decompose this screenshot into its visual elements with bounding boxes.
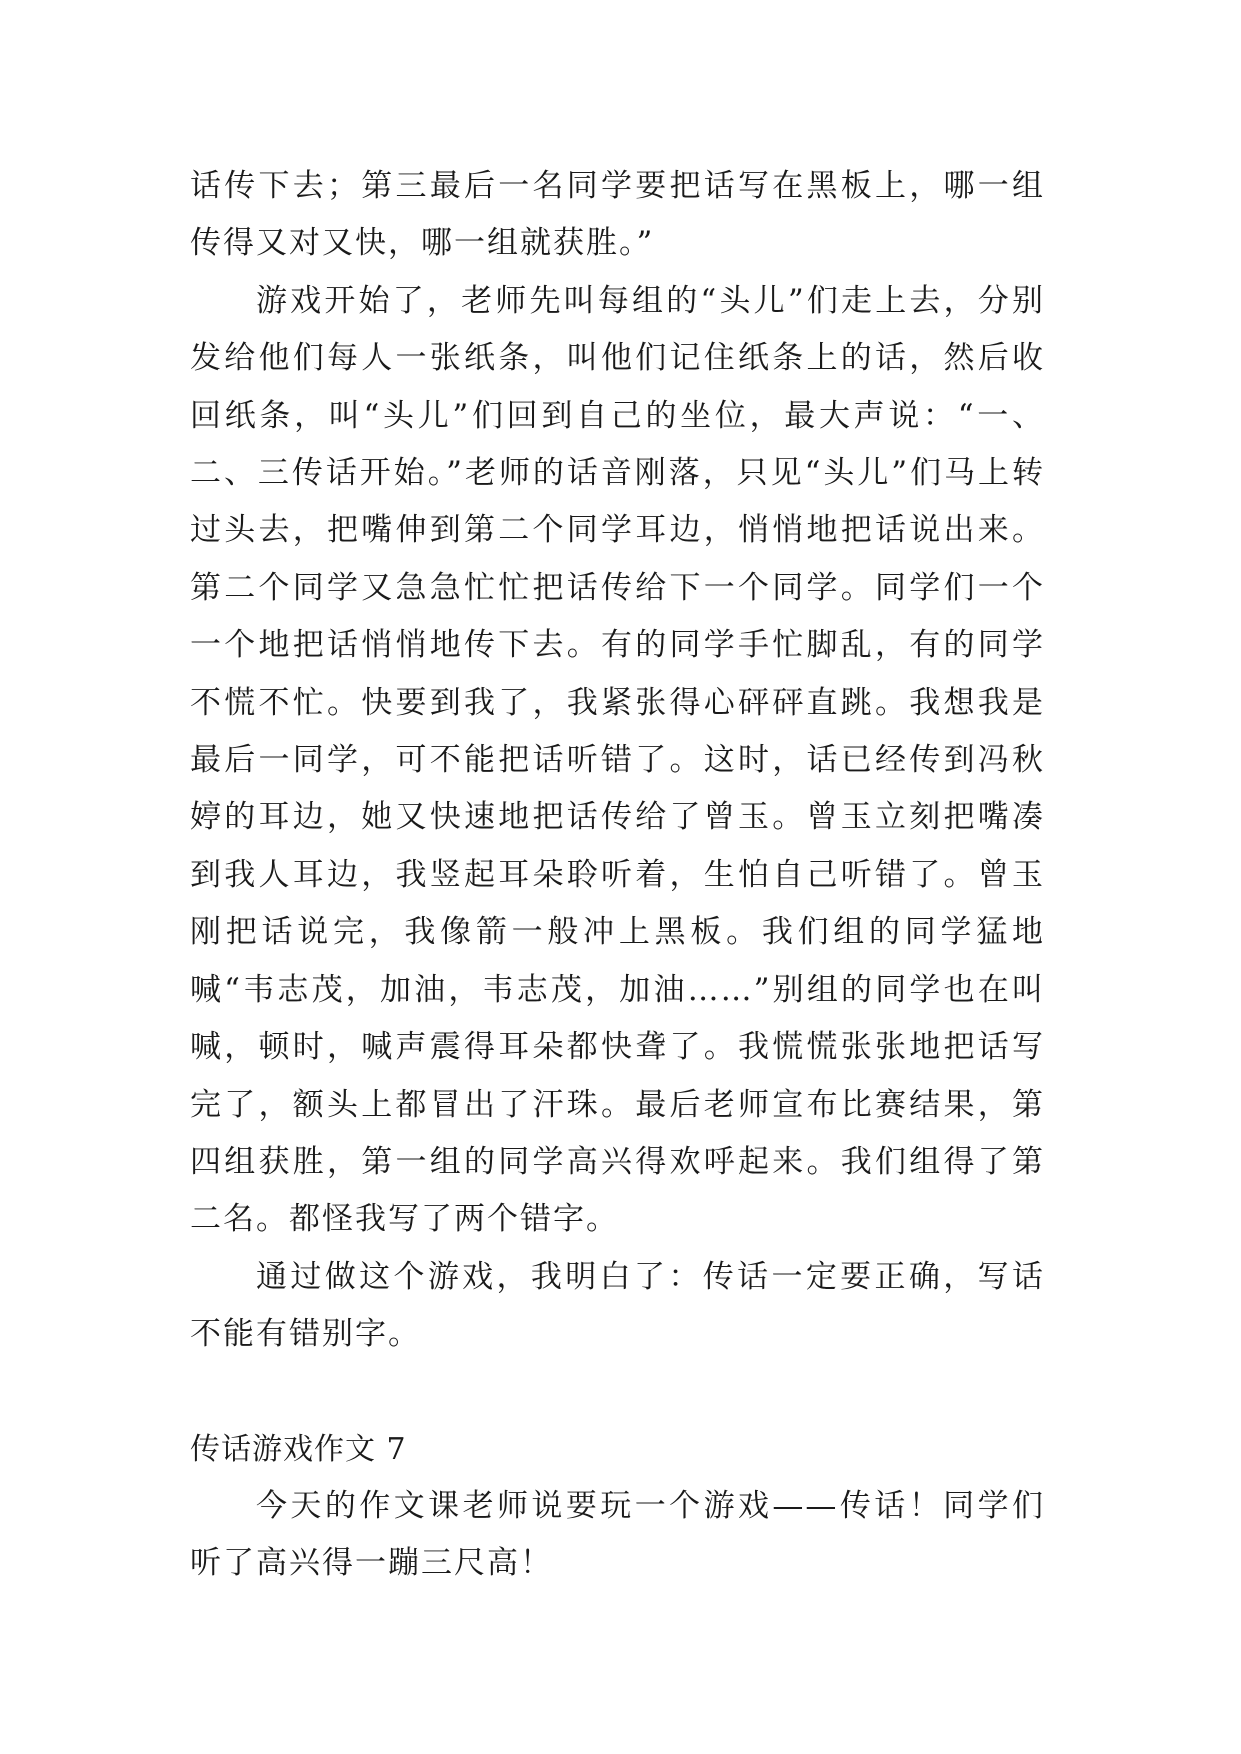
paragraph-game-description: 游戏开始了，老师先叫每组的“头儿”们走上去，分别发给他们每人一张纸条，叫他们记住纸条上的话，然后收回纸条，叫“头儿”们回到自己的坐位，最大声说：“一、二、三传话开始。”老师的话音刚落，只见“头儿”们马上转过头去，把嘴伸到第二个同学耳边，悄悄地把话说出来。第二个同学又急急忙忙把话传给下一个同学。同学们一个一个地把话悄悄地传下去。有的同学手忙脚乱，有的同学不慌不忙。快要到我了，我紧张得心砰砰直跳。我想我是最后一同学，可不能把话听错了。这时，话已经传到冯秋婷的耳边，她又快速地把话传给了曾玉。曾玉立刻把嘴凑到我人耳边，我竖起耳朵聆听着，生怕自己听错了。曾玉刚把话说完，我像箭一般冲上黑板。我们组的同学猛地喊“韦志茂，加油，韦志茂，加油……”别组的同学也在叫喊，顿时，喊声震得耳朵都快聋了。我慌慌张张地把话写完了，额头上都冒出了汗珠。最后老师宣布比赛结果，第四组获胜，第一组的同学高兴得欢呼起来。我们组得了第二名。都怪我写了两个错字。	[190, 282, 1045, 1238]
section-spacer	[190, 1364, 1045, 1421]
document-body	[190, 158, 1045, 1593]
paragraph-conclusion: 通过做这个游戏，我明白了：传话一定要正确，写话不能有错别字。	[190, 1258, 1045, 1353]
paragraph-continuation: 话传下去；第三最后一名同学要把话写在黑板上，哪一组传得又对又快，哪一组就获胜。”	[190, 168, 1045, 262]
section-title: 传话游戏作文 7	[190, 1431, 407, 1467]
paragraph-intro: 今天的作文课老师说要玩一个游戏——传话！同学们听了高兴得一蹦三尺高！	[190, 1487, 1045, 1582]
